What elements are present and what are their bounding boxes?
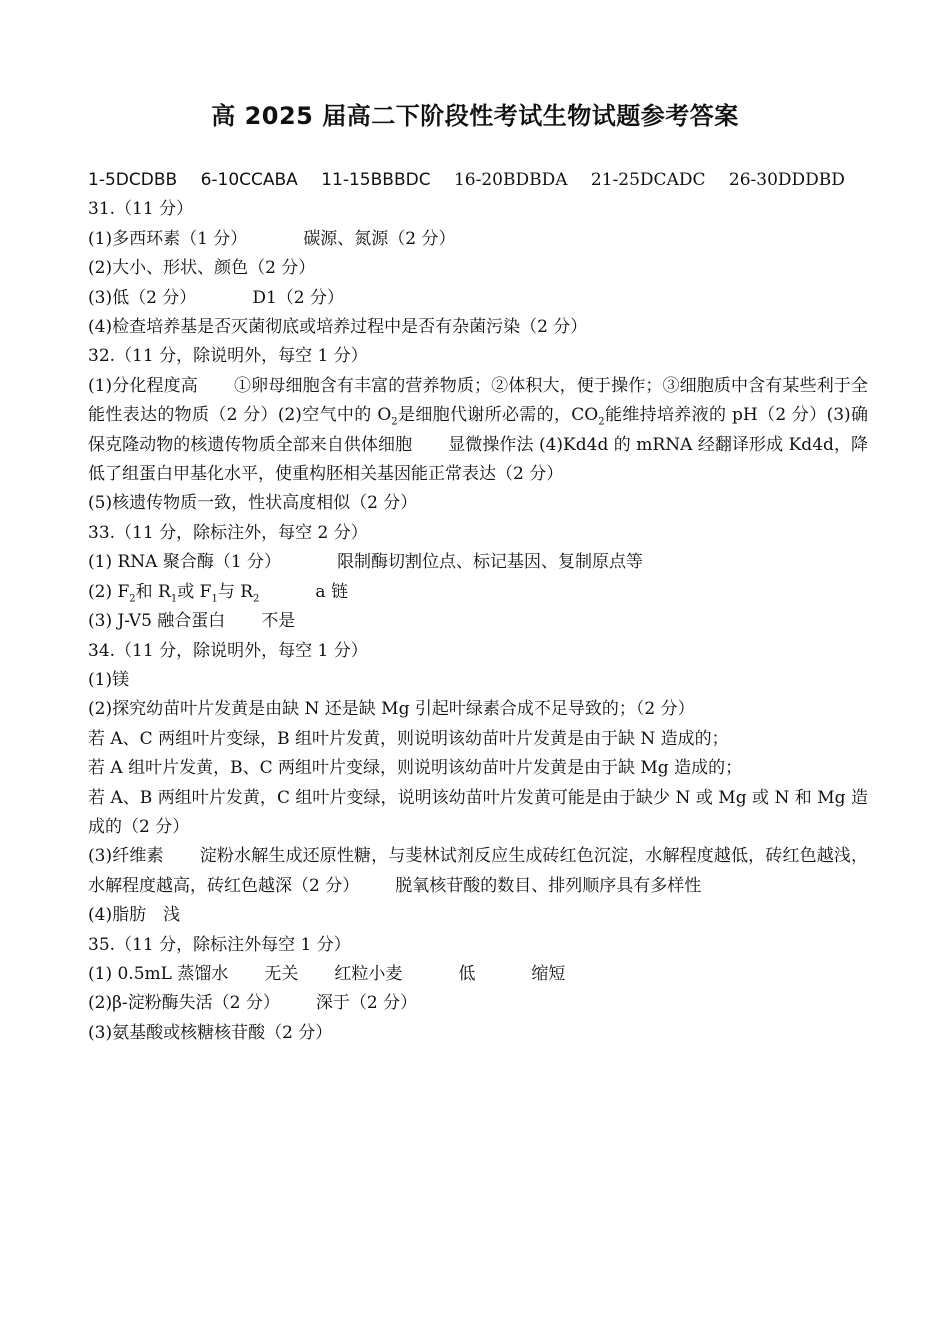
q32-answer-5: (5)核遗传物质一致，性状高度相似（2 分） bbox=[88, 493, 418, 514]
q33-answer-1a: (1) RNA 聚合酶（1 分） bbox=[88, 552, 282, 573]
q35-answer-1c: 红粒小麦 bbox=[334, 963, 403, 984]
q35-answer-2b: 深于（2 分） bbox=[315, 993, 418, 1014]
choice-answers-16-20: 16-20BDBDA bbox=[453, 170, 568, 190]
q33-header: 33.（11 分，除标注外，每空 2 分） bbox=[88, 522, 368, 543]
co2-subscript: 2 bbox=[598, 416, 605, 428]
q34-answer-3 bbox=[88, 842, 868, 901]
q33-answer-2b: a 链 bbox=[315, 581, 348, 602]
q35-answer-1b: 无关 bbox=[264, 963, 299, 984]
q34-result-1: 若 A、C 两组叶片变绿，B 组叶片发黄，则说明该幼苗叶片发黄是由于缺 N 造成的； bbox=[88, 728, 729, 749]
q32-answer-paragraph bbox=[88, 372, 868, 490]
q35-answer-2 bbox=[88, 989, 868, 1018]
page-title: 高 2025 届高二下阶段性考试生物试题参考答案 bbox=[211, 102, 739, 130]
subscript: 2 bbox=[253, 593, 260, 605]
choice-answers-1-5: 1-5DCDBB bbox=[88, 170, 178, 190]
q32-answer-4: 显微操作法 (4)Kd4d 的 mRNA 经翻译形成 Kd4d，降低了组蛋白甲基化水平，使重构胚相关基因能正常表达（2 分） bbox=[88, 434, 869, 485]
subscript: 1 bbox=[211, 593, 218, 605]
q34-answer-3c: 脱氧核苷酸的数目、排列顺序具有多样性 bbox=[395, 875, 702, 896]
subscript: 2 bbox=[129, 593, 136, 605]
q33-primer-text: 或 F bbox=[177, 581, 212, 602]
q32-answer-3: 能维持培养液的 pH（2 分）(3)确保克隆动物的核遗传物质全部来自供体细胞 bbox=[88, 405, 869, 455]
q31-answer-3 bbox=[88, 284, 868, 313]
q34-answer-1: (1)镁 bbox=[88, 669, 130, 690]
q31-answer-4: (4)检查培养基是否灭菌彻底或培养过程中是否有杂菌污染（2 分） bbox=[88, 317, 588, 338]
q32-header: 32.（11 分，除说明外，每空 1 分） bbox=[88, 346, 368, 367]
q31-answer-1 bbox=[88, 225, 868, 254]
subscript: 1 bbox=[170, 593, 178, 605]
choice-answers-21-25: 21-25DCADC bbox=[590, 170, 706, 190]
q35-answer-1a: (1) 0.5mL 蒸馏水 bbox=[88, 963, 229, 984]
q31-answer-3a: (3)低（2 分） bbox=[88, 287, 197, 308]
q31-answer-2: (2)大小、形状、颜色（2 分） bbox=[88, 258, 316, 279]
q35-answer-3: (3)氨基酸或核糖核苷酸（2 分） bbox=[88, 1022, 333, 1043]
q34-answer-3b: 淀粉水解生成还原性糖，与斐林试剂反应生成砖红色沉淀，水解程度越低，砖红色越浅，水解程度越高，砖红色越深（2 分） bbox=[88, 846, 868, 896]
q34-result-3: 若 A、B 两组叶片发黄，C 组叶片变绿，说明该幼苗叶片发黄可能是由于缺少 N 或 Mg 或 N 和 Mg 造成的（2 分） bbox=[88, 787, 868, 837]
q33-primer-text: 与 R bbox=[217, 581, 254, 602]
q35-header: 35.（11 分，除标注外每空 1 分） bbox=[88, 934, 351, 955]
q33-primer-text: (2) F bbox=[88, 581, 130, 602]
q33-answer-3a: (3) J-V5 融合蛋白 bbox=[88, 611, 226, 632]
choice-answers-6-10: 6-10CCABA bbox=[200, 170, 298, 190]
q33-answer-3b: 不是 bbox=[261, 611, 296, 632]
q35-answer-1d: 低 bbox=[458, 963, 476, 984]
q34-answer-2: (2)探究幼苗叶片发黄是由缺 N 还是缺 Mg 引起叶绿素合成不足导致的；（2 分） bbox=[88, 699, 695, 720]
q33-answer-3 bbox=[88, 607, 868, 636]
q32-answer-1-reasons: ①卵母细胞含有丰富的营养物质；②体积大，便于操作；③细胞质中含有某些利于全能性表达的物质（2 分）(2)空气中的 O bbox=[88, 375, 868, 426]
choice-answers-row bbox=[88, 166, 868, 195]
q33-answer-2 bbox=[88, 578, 868, 607]
q31-answer-1b: 碳源、氮源（2 分） bbox=[303, 228, 456, 249]
q35-answer-1 bbox=[88, 960, 868, 989]
q32-answer-2-mid: 是细胞代谢所必需的，CO bbox=[397, 405, 599, 426]
q35-answer-1e: 缩短 bbox=[531, 963, 566, 984]
q33-answer-1 bbox=[88, 548, 868, 577]
q32-answer-1: (1)分化程度高 bbox=[88, 375, 198, 396]
q34-answer-4: (4)脂肪 浅 bbox=[88, 905, 181, 926]
choice-answers-11-15: 11-15BBBDC bbox=[321, 170, 431, 190]
q35-answer-2a: (2)β-淀粉酶失活（2 分） bbox=[88, 993, 280, 1014]
q31-answer-3b: D1（2 分） bbox=[252, 287, 344, 308]
q31-answer-1a: (1)多西环素（1 分） bbox=[88, 228, 248, 249]
q34-header: 34.（11 分，除说明外，每空 1 分） bbox=[88, 640, 368, 661]
answer-content bbox=[88, 166, 868, 1048]
q31-header: 31.（11 分） bbox=[88, 199, 194, 220]
o2-subscript: 2 bbox=[391, 416, 398, 428]
q34-answer-3a: (3)纤维素 bbox=[88, 846, 164, 867]
q33-primer-text: 和 R bbox=[135, 581, 171, 602]
q33-answer-1b: 限制酶切割位点、标记基因、复制原点等 bbox=[337, 552, 644, 573]
q34-result-2: 若 A 组叶片发黄，B、C 两组叶片变绿，则说明该幼苗叶片发黄是由于缺 Mg 造成的； bbox=[88, 758, 743, 779]
choice-answers-26-30: 26-30DDDBD bbox=[728, 170, 845, 190]
